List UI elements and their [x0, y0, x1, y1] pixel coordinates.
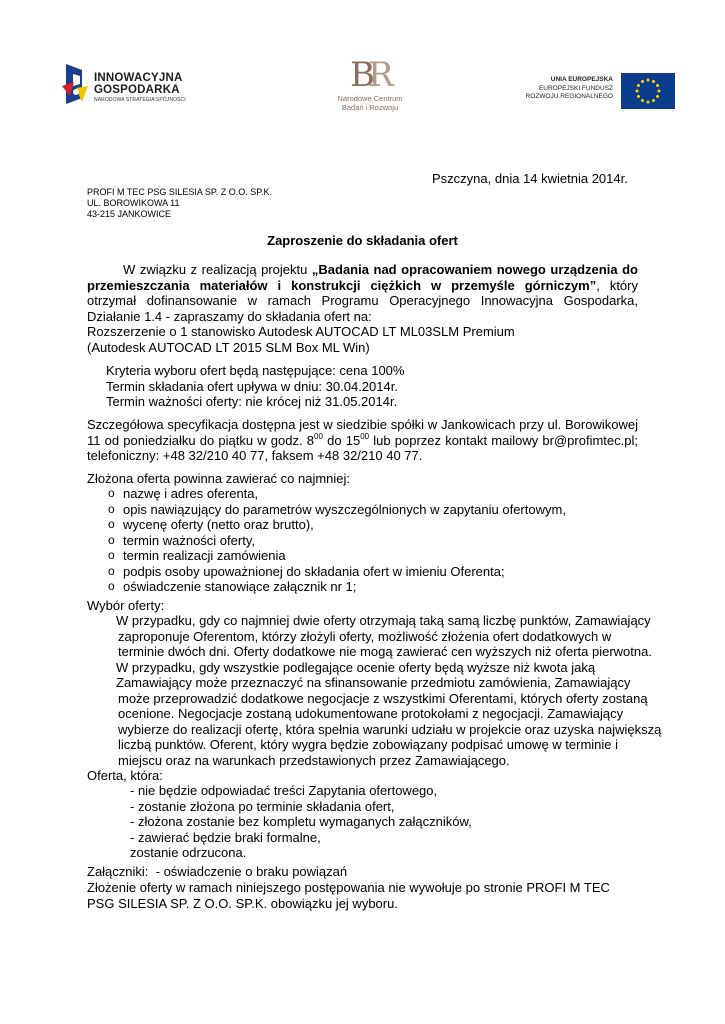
- eu-star-icon: [656, 84, 659, 87]
- ncbr-line2: Badań i Rozwoju: [341, 103, 399, 112]
- eu-line1: UNIA EUROPEJSKA: [550, 76, 613, 83]
- spec-text-1: Szczegółowa specyfikacja dostępna jest w siedzibie spółki w Jankowicach przy ul. Borowikowej 11 od poniedziałku do piątku w godz. 8: [87, 417, 638, 448]
- selection-line: Zamawiający może przeznaczyć na sfinansowanie przedmiotu zamówienia, Zamawiający: [116, 675, 631, 690]
- ncbr-line1: Narodowe Centrum: [337, 94, 403, 103]
- list-item: o termin ważności oferty,: [87, 533, 566, 549]
- list-item: - zostanie złożona po terminie składania ofert,: [130, 798, 395, 814]
- intro-lead: W związku z realizacją projektu: [123, 262, 312, 277]
- selection-line: W przypadku, gdy wszystkie podlegające ocenie oferty będą wyższe niż kwota jaką: [116, 659, 596, 675]
- list-item: - zawierać będzie braki formalne,: [130, 829, 321, 845]
- project-title: „Badania nad opracowaniem nowego urządzenia do przemieszczania materiałów i konstrukcji ciężkich w przemyśle górniczym”: [87, 262, 638, 293]
- intro-rest: , który otrzymał dofinansowanie w ramach Programu Operacyjnego Innowacyjna Gospodarka, Działanie 1.4 - zapraszamy do składania ofert na:: [87, 277, 638, 324]
- rejection-heading: Oferta, która:: [87, 768, 163, 783]
- eu-star-icon: [637, 95, 640, 98]
- eu-star-icon: [647, 101, 650, 104]
- spec-sup-2: 00: [360, 431, 370, 441]
- sender-street: UL. BOROWIKOWA 11: [87, 198, 180, 208]
- eu-star-icon: [652, 99, 655, 102]
- criteria-block: [106, 363, 404, 410]
- selection-line: terminie dwóch dni. Oferty dodatkowe nie mogą zawierać cen wyższych niż oferta pierwotna.: [118, 644, 652, 659]
- selection-line: może przeprowadzić dodatkowe negocjacje z wszystkimi Oferentami, których oferty zostaną: [118, 690, 648, 706]
- product-line-b: (Autodesk AUTOCAD LT 2015 SLM Box ML Win): [87, 340, 370, 355]
- ig-emblem-icon: [60, 62, 90, 106]
- rejection-list: [130, 783, 472, 861]
- selection-line: zaproponuje Oferentom, którzy złożyli oferty, możliwość złożenia ofert dodatkowych w: [118, 628, 612, 644]
- ig-line2: GOSPODARKA: [94, 84, 180, 96]
- eu-star-icon: [641, 99, 644, 102]
- sender-city: 43-215 JANKOWICE: [87, 209, 172, 219]
- attachments-line: Załączniki: - oświadczenie o braku powiązań: [87, 864, 348, 879]
- eu-star-icon: [637, 84, 640, 87]
- ncbr-logo: [320, 56, 420, 118]
- list-item: zostanie odrzucona.: [130, 845, 247, 860]
- ig-line1: INNOWACYJNA: [94, 72, 183, 84]
- criteria-item: Termin składania ofert upływa w dniu: 30.04.2014r.: [106, 378, 398, 394]
- list-item: o oświadczenie stanowiące załącznik nr 1;: [87, 579, 566, 595]
- selection-line: ocenione. Negocjacje zostaną udokumentowane protokołami z negocjacji. Zamawiający: [118, 706, 624, 721]
- eu-star-icon: [641, 80, 644, 83]
- svg-text:B: B: [350, 56, 375, 90]
- eu-line2: EUROPEJSKI FUNDUSZ: [538, 85, 613, 92]
- date-line: Pszczyna, dnia 14 kwietnia 2014r.: [432, 171, 628, 186]
- selection-line: wybierze do realizacji ofertę, która spełnia warunki udziału w projekcie oraz uzyska największą: [118, 721, 662, 737]
- spec-text-2: do 15: [322, 432, 361, 448]
- spec-text-3: lub poprzez kontakt mailowy br@profimtec.pl; telefoniczny: +48 32/210 40 77, faksem +48 32/210 40 77.: [87, 432, 638, 463]
- innowacyjna-gospodarka-logo: [60, 60, 200, 110]
- list-item: - złożona zostanie bez kompletu wymaganych załączników,: [130, 814, 472, 829]
- svg-text:R: R: [368, 56, 394, 90]
- selection-line: liczbą punktów. Oferent, który wygra będzie zobowiązany podpisać umowę w terminie i: [118, 737, 619, 752]
- sender-name: PROFI M TEC PSG SILESIA SP. Z O.O. SP.K.: [87, 187, 273, 197]
- sender-address: [87, 187, 272, 220]
- eu-star-icon: [652, 80, 655, 83]
- selection-heading: Wybór oferty:: [87, 598, 165, 613]
- closing-paragraph: Złożenie oferty w ramach niniejszego postępowania nie wywołuje po stronie PROFI M TEC PSG SILESIA SP. Z O.O. SP.K. obowiązku jej wyboru.: [87, 880, 610, 911]
- eu-line3: ROZWOJU REGIONALNEGO: [525, 93, 613, 100]
- list-item: o podpis osoby upoważnionej do składania ofert w imieniu Oferenta;: [87, 564, 566, 580]
- intro-paragraph: [87, 262, 638, 324]
- list-item: o opis nawiązujący do parametrów wyszczególnionych w zapytaniu ofertowym,: [87, 502, 566, 518]
- spec-sup-1: 00: [314, 431, 323, 441]
- list-item: - nie będzie odpowiadać treści Zapytania ofertowego,: [130, 783, 438, 798]
- criteria-item: Termin ważności oferty: nie krócej niż 31.05.2014r.: [106, 394, 398, 409]
- offer-contents-list: [87, 486, 566, 595]
- eu-star-icon: [658, 90, 661, 93]
- selection-line: miejscu oraz na warunkach przedstawionych przez Zamawiającego.: [118, 752, 510, 768]
- eu-star-icon: [647, 79, 650, 82]
- eu-star-icon: [636, 90, 639, 93]
- page-title: Zaproszenie do składania ofert: [267, 233, 458, 248]
- selection-paragraph: [116, 613, 661, 768]
- offer-contents-heading: Złożona oferta powinna zawierać co najmniej:: [87, 471, 351, 486]
- list-item: o termin realizacji zamówienia: [87, 548, 566, 564]
- eu-star-icon: [656, 95, 659, 98]
- ncbr-emblem-icon: [330, 56, 410, 90]
- selection-line: W przypadku, gdy co najmniej dwie oferty otrzymają taką samą liczbę punktów, Zamawiający: [116, 613, 651, 628]
- eu-flag-icon: [621, 73, 675, 109]
- list-item: o nazwę i adres oferenta,: [87, 486, 566, 502]
- ig-sub: NARODOWA STRATEGIA SPÓJNOŚCI: [94, 97, 186, 103]
- spec-paragraph: [87, 417, 638, 464]
- product-line-a: Rozszerzenie o 1 stanowisko Autodesk AUTOCAD LT ML03SLM Premium: [87, 324, 515, 339]
- list-item: o wycenę oferty (netto oraz brutto),: [87, 517, 566, 533]
- eu-logo: [505, 72, 675, 112]
- criteria-item: Kryteria wyboru ofert będą następujące: cena 100%: [106, 363, 405, 378]
